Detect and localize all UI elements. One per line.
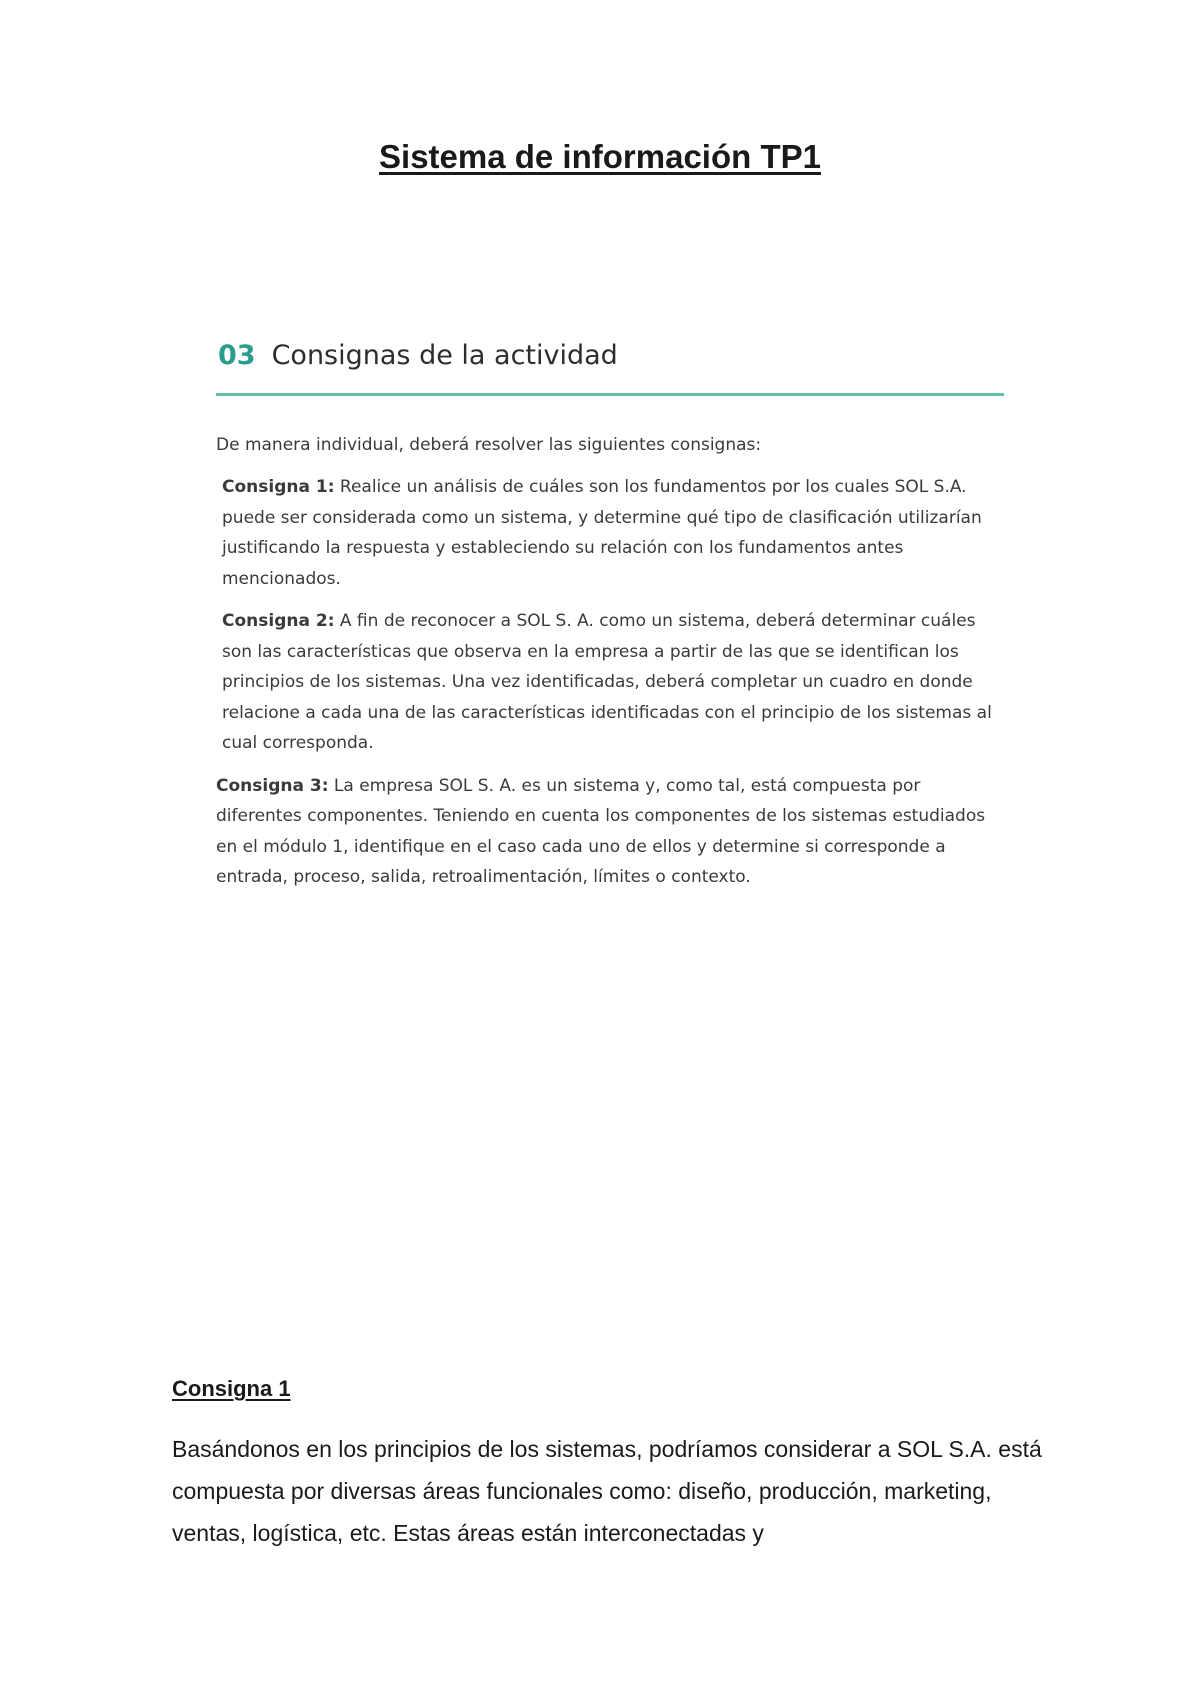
- task-label: Consigna 2:: [222, 611, 335, 631]
- task-item-2: [216, 606, 1006, 759]
- section-title: Consignas de la actividad: [271, 340, 618, 371]
- embedded-assignment-image: [216, 340, 1006, 893]
- section-number: 03: [218, 340, 256, 371]
- answer-heading: Consigna 1: [172, 1376, 291, 1401]
- intro-text: De manera individual, deberá resolver las siguientes consignas:: [216, 435, 762, 455]
- task-text: La empresa SOL S. A. es un sistema y, como tal, está compuesta por diferentes componentes. Teniendo en cuenta los componentes de los sistemas estudiados en el módulo 1, identifique en el caso cada uno de ellos y determine si corresponde a entrada, proceso, salida, retroalimentación, límites o contexto.: [216, 775, 986, 887]
- section-header: [216, 340, 1006, 371]
- answer-paragraph: Basándonos en los principios de los sistemas, podríamos considerar a SOL S.A. está compuesta por diversas áreas funcionales como: diseño, producción, marketing, ventas, logística, etc. Estas áreas están interconectadas y: [172, 1436, 1042, 1546]
- section-divider: [216, 393, 1004, 396]
- task-item-3: [216, 771, 1006, 893]
- task-item-1: [216, 472, 1006, 594]
- task-label: Consigna 3:: [216, 775, 329, 796]
- task-text: Realice un análisis de cuáles son los fundamentos por los cuales SOL S.A. puede ser considerada como un sistema, y determine qué tipo de clasificación utilizarían justificando la respuesta y estableciendo su relación con los fundamentos antes mencionados.: [222, 477, 982, 589]
- task-text: A fin de reconocer a SOL S. A. como un sistema, deberá determinar cuáles son las características que observa en la empresa a partir de las que se identifican los principios de los sistemas. Una vez identificadas, deberá completar un cuadro en donde relacione a cada una de las características identificadas con el principio de los sistemas al cual corresponda.: [222, 611, 992, 753]
- page-title: Sistema de información TP1: [379, 138, 821, 175]
- task-label: Consigna 1:: [222, 477, 335, 497]
